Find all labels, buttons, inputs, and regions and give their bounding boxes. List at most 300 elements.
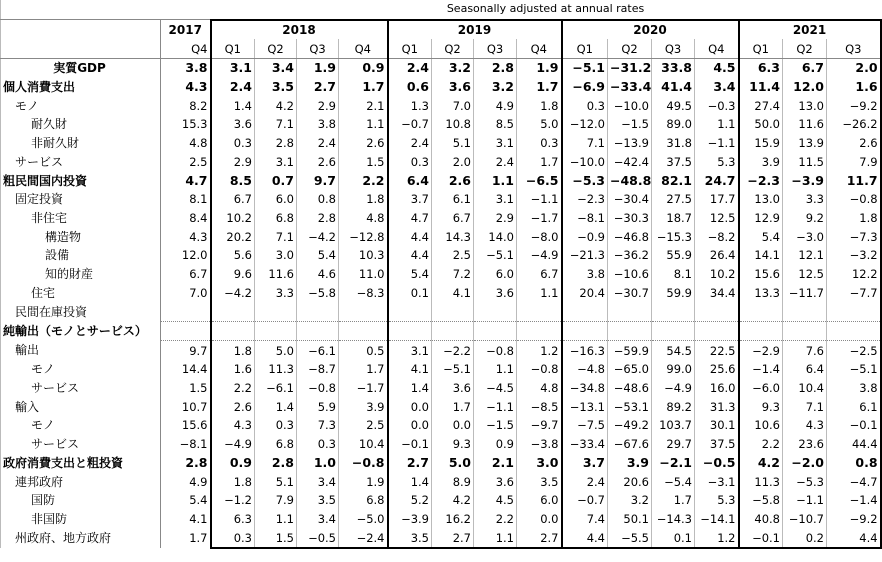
table-cell: 2.9	[474, 209, 517, 228]
table-row	[1, 302, 881, 321]
table-cell: −3.9	[783, 171, 827, 190]
table-cell: −7.5	[562, 416, 608, 435]
table-cell: 3.4	[255, 59, 297, 78]
table-cell	[562, 302, 608, 321]
table-cell: −9.2	[827, 96, 881, 115]
table-cell: −0.8	[297, 379, 339, 398]
table-cell: 3.2	[474, 78, 517, 97]
table-cell: −3.9	[388, 510, 432, 529]
table-cell: −5.1	[432, 360, 474, 379]
table-cell	[608, 302, 652, 321]
table-cell: 30.1	[695, 416, 739, 435]
row-label: 住宅	[1, 283, 161, 302]
table-cell: 6.7	[517, 265, 562, 284]
table-cell: −1.1	[474, 397, 517, 416]
table-cell: 7.0	[161, 283, 211, 302]
table-cell: 4.3	[783, 416, 827, 435]
table-cell: 10.3	[339, 246, 388, 265]
quarter-2021-q2: Q2	[783, 39, 827, 58]
table-cell	[695, 302, 739, 321]
table-cell: 2.5	[161, 153, 211, 172]
table-cell: 50.1	[608, 510, 652, 529]
table-cell: −30.3	[608, 209, 652, 228]
table-cell: 5.4	[297, 246, 339, 265]
table-cell: 4.5	[474, 491, 517, 510]
table-cell: −8.5	[517, 397, 562, 416]
table-row	[1, 435, 881, 454]
table-cell: −10.0	[562, 153, 608, 172]
table-cell: −6.1	[255, 379, 297, 398]
table-cell	[161, 321, 211, 341]
table-cell: −34.8	[562, 379, 608, 398]
table-row	[1, 265, 881, 284]
table-cell	[432, 302, 474, 321]
table-cell: 1.8	[827, 209, 881, 228]
table-cell: 5.4	[739, 227, 783, 246]
table-cell: 11.3	[255, 360, 297, 379]
table-cell	[783, 302, 827, 321]
table-cell: 4.8	[517, 379, 562, 398]
table-cell: −2.3	[562, 190, 608, 209]
table-cell: 2.6	[297, 153, 339, 172]
table-cell: −2.9	[739, 341, 783, 360]
table-cell: −8.2	[695, 227, 739, 246]
table-cell	[255, 302, 297, 321]
table-cell: 3.5	[517, 472, 562, 491]
table-cell: 6.0	[255, 190, 297, 209]
table-cell: 2.8	[297, 209, 339, 228]
table-row	[1, 209, 881, 228]
quarter-2018-q3: Q3	[297, 39, 339, 58]
quarter-2019-q1: Q1	[388, 39, 432, 58]
table-cell: −16.3	[562, 341, 608, 360]
table-cell: −33.4	[562, 435, 608, 454]
table-cell: 1.7	[339, 360, 388, 379]
table-cell	[339, 302, 388, 321]
table-cell: −0.1	[739, 528, 783, 548]
table-cell	[739, 302, 783, 321]
table-cell: −5.1	[827, 360, 881, 379]
table-cell: 1.6	[827, 78, 881, 97]
table-cell: 2.4	[474, 153, 517, 172]
table-cell: −2.1	[652, 454, 695, 473]
row-label: 連邦政府	[1, 472, 161, 491]
quarter-2019-q2: Q2	[432, 39, 474, 58]
table-row	[1, 246, 881, 265]
table-cell: 12.5	[783, 265, 827, 284]
table-cell: 0.3	[388, 153, 432, 172]
table-cell: 4.9	[474, 96, 517, 115]
row-label: 純輸出（モノとサービス）	[1, 321, 161, 341]
quarter-2020-q4: Q4	[695, 39, 739, 58]
table-cell: 6.0	[474, 265, 517, 284]
table-cell: 5.4	[161, 491, 211, 510]
table-cell	[388, 302, 432, 321]
table-cell: −59.9	[608, 341, 652, 360]
table-cell: −2.2	[432, 341, 474, 360]
table-cell: 12.0	[161, 246, 211, 265]
table-cell: 1.5	[255, 528, 297, 548]
table-cell: 2.6	[827, 134, 881, 153]
table-cell: −5.3	[783, 472, 827, 491]
table-cell: −9.2	[827, 510, 881, 529]
table-cell: −4.7	[827, 472, 881, 491]
table-cell: 4.2	[255, 96, 297, 115]
table-cell: −3.0	[783, 227, 827, 246]
table-cell: −0.7	[388, 115, 432, 134]
table-cell: 89.0	[652, 115, 695, 134]
table-cell: 7.9	[255, 491, 297, 510]
table-cell: 3.8	[562, 265, 608, 284]
table-cell: −49.2	[608, 416, 652, 435]
table-cell: 3.1	[211, 59, 255, 78]
row-label: 非耐久財	[1, 134, 161, 153]
table-cell: 3.6	[211, 115, 255, 134]
table-cell: −13.9	[608, 134, 652, 153]
table-cell: 1.8	[517, 96, 562, 115]
table-cell: 1.2	[517, 341, 562, 360]
table-cell: −1.7	[517, 209, 562, 228]
table-cell: −67.6	[608, 435, 652, 454]
table-row	[1, 379, 881, 398]
year-2019: 2019	[388, 20, 562, 40]
row-label: 設備	[1, 246, 161, 265]
table-cell: 1.6	[211, 360, 255, 379]
table-cell: 3.6	[432, 379, 474, 398]
row-label: サービス	[1, 379, 161, 398]
table-row	[1, 78, 881, 97]
table-cell: 13.0	[783, 96, 827, 115]
table-cell: 6.0	[517, 491, 562, 510]
table-cell: 2.7	[388, 454, 432, 473]
table-cell: −6.9	[562, 78, 608, 97]
table-cell: 10.2	[695, 265, 739, 284]
table-cell	[255, 321, 297, 341]
table-cell: −5.3	[562, 171, 608, 190]
table-cell: −10.0	[608, 96, 652, 115]
table-cell	[339, 321, 388, 341]
table-cell: 8.5	[211, 171, 255, 190]
table-cell: 12.1	[783, 246, 827, 265]
table-cell: 10.4	[783, 379, 827, 398]
table-cell: 10.8	[432, 115, 474, 134]
table-cell: 4.2	[739, 454, 783, 473]
table-cell	[695, 321, 739, 341]
table-cell: 2.9	[297, 96, 339, 115]
table-cell: 3.4	[297, 472, 339, 491]
table-cell: 3.8	[161, 59, 211, 78]
seasonal-note: Seasonally adjusted at annual rates	[211, 0, 881, 20]
row-label: 民間在庫投資	[1, 302, 161, 321]
table-cell: 44.4	[827, 435, 881, 454]
table-row	[1, 153, 881, 172]
table-cell: 3.9	[739, 153, 783, 172]
table-cell: 6.3	[211, 510, 255, 529]
table-cell: 1.1	[255, 510, 297, 529]
table-row	[1, 134, 881, 153]
table-cell: 6.7	[161, 265, 211, 284]
table-cell: 1.0	[297, 454, 339, 473]
table-cell: 15.3	[161, 115, 211, 134]
quarter-2018-q2: Q2	[255, 39, 297, 58]
table-row	[1, 528, 881, 548]
table-cell: −3.2	[827, 246, 881, 265]
table-cell: 27.4	[739, 96, 783, 115]
table-row	[1, 190, 881, 209]
table-cell: −0.1	[827, 416, 881, 435]
table-cell: 16.2	[432, 510, 474, 529]
table-cell: 2.6	[211, 397, 255, 416]
table-cell: 27.5	[652, 190, 695, 209]
table-cell: −48.8	[608, 171, 652, 190]
table-cell: 1.7	[517, 78, 562, 97]
table-row	[1, 454, 881, 473]
table-cell: 1.1	[339, 115, 388, 134]
table-cell: 3.2	[608, 491, 652, 510]
table-cell: 7.3	[297, 416, 339, 435]
table-cell: 1.4	[388, 472, 432, 491]
table-body	[1, 59, 881, 548]
table-cell: 15.9	[739, 134, 783, 153]
table-cell: 2.2	[739, 435, 783, 454]
table-cell: 1.1	[474, 171, 517, 190]
table-cell: 18.7	[652, 209, 695, 228]
table-cell: 0.3	[517, 134, 562, 153]
table-row	[1, 283, 881, 302]
table-cell: 1.5	[339, 153, 388, 172]
table-cell	[211, 302, 255, 321]
table-cell: 13.9	[783, 134, 827, 153]
table-cell: 7.9	[827, 153, 881, 172]
table-cell: 11.3	[739, 472, 783, 491]
table-row	[1, 360, 881, 379]
table-cell: −1.2	[211, 491, 255, 510]
table-cell: 4.3	[161, 227, 211, 246]
table-cell: 1.2	[695, 528, 739, 548]
table-cell: 31.3	[695, 397, 739, 416]
table-cell: −0.8	[517, 360, 562, 379]
table-cell: 3.6	[474, 472, 517, 491]
table-cell: 4.3	[161, 78, 211, 97]
table-cell: 1.1	[474, 528, 517, 548]
table-cell: 13.3	[739, 283, 783, 302]
row-label: モノ	[1, 96, 161, 115]
table-cell: 3.3	[255, 283, 297, 302]
table-cell: −6.0	[739, 379, 783, 398]
table-cell: −4.2	[211, 283, 255, 302]
table-cell	[562, 321, 608, 341]
row-label: 輸入	[1, 397, 161, 416]
table-cell: 7.1	[255, 115, 297, 134]
header-year-row	[1, 20, 881, 40]
table-cell: 3.0	[255, 246, 297, 265]
table-cell: 5.0	[432, 454, 474, 473]
table-cell: 5.1	[432, 134, 474, 153]
table-cell: 1.1	[517, 283, 562, 302]
quarter-2020-q2: Q2	[608, 39, 652, 58]
table-cell	[608, 321, 652, 341]
table-cell: −14.3	[652, 510, 695, 529]
table-cell: −8.1	[161, 435, 211, 454]
table-cell: 7.4	[562, 510, 608, 529]
table-cell: −65.0	[608, 360, 652, 379]
table-cell: 3.1	[255, 153, 297, 172]
table-cell: 20.4	[562, 283, 608, 302]
table-row	[1, 416, 881, 435]
table-cell: −0.8	[474, 341, 517, 360]
quarter-2017-q4: Q4	[161, 39, 211, 58]
table-cell: 3.5	[388, 528, 432, 548]
row-label: 耐久財	[1, 115, 161, 134]
table-cell: −4.9	[211, 435, 255, 454]
table-cell: 9.7	[297, 171, 339, 190]
table-cell: 3.8	[297, 115, 339, 134]
table-cell: −33.4	[608, 78, 652, 97]
table-cell: 2.0	[827, 59, 881, 78]
table-cell: 4.1	[432, 283, 474, 302]
table-cell: 3.4	[695, 78, 739, 97]
table-cell: 3.4	[297, 510, 339, 529]
table-cell: −3.8	[517, 435, 562, 454]
table-cell: 5.9	[297, 397, 339, 416]
table-cell: 15.6	[161, 416, 211, 435]
table-cell: −0.5	[297, 528, 339, 548]
row-label: 国防	[1, 491, 161, 510]
table-cell: 2.2	[211, 379, 255, 398]
table-cell: 3.1	[388, 341, 432, 360]
table-cell: −3.1	[695, 472, 739, 491]
table-cell: 3.1	[474, 134, 517, 153]
table-cell: 6.4	[783, 360, 827, 379]
table-cell: 1.7	[432, 397, 474, 416]
table-cell: 2.5	[339, 416, 388, 435]
table-cell: −1.5	[608, 115, 652, 134]
table-cell: 5.4	[388, 265, 432, 284]
table-cell	[474, 302, 517, 321]
table-cell: 9.6	[211, 265, 255, 284]
table-cell: 2.8	[255, 454, 297, 473]
quarter-2019-q3: Q3	[474, 39, 517, 58]
table-cell: −4.8	[562, 360, 608, 379]
table-cell: 9.3	[739, 397, 783, 416]
row-label: 粗民間国内投資	[1, 171, 161, 190]
table-cell: 0.7	[255, 171, 297, 190]
table-cell: 0.6	[388, 78, 432, 97]
row-label: 非住宅	[1, 209, 161, 228]
table-cell: 1.7	[339, 78, 388, 97]
table-cell: 3.2	[432, 59, 474, 78]
table-cell: 3.7	[562, 454, 608, 473]
table-cell: 12.2	[827, 265, 881, 284]
table-cell: 11.6	[255, 265, 297, 284]
table-cell: −6.1	[297, 341, 339, 360]
table-cell: 2.6	[339, 134, 388, 153]
table-cell: −7.3	[827, 227, 881, 246]
table-cell: −10.7	[783, 510, 827, 529]
table-cell: 4.4	[388, 246, 432, 265]
table-cell: 34.4	[695, 283, 739, 302]
table-row	[1, 115, 881, 134]
table-cell: 0.9	[339, 59, 388, 78]
table-cell: 6.8	[255, 209, 297, 228]
table-cell: −30.4	[608, 190, 652, 209]
table-cell: 99.0	[652, 360, 695, 379]
table-cell: 59.9	[652, 283, 695, 302]
table-cell: 50.0	[739, 115, 783, 134]
table-cell: 11.6	[783, 115, 827, 134]
table-cell: 4.7	[388, 209, 432, 228]
table-cell: 54.5	[652, 341, 695, 360]
table-cell: 7.1	[783, 397, 827, 416]
table-cell: 55.9	[652, 246, 695, 265]
table-row	[1, 171, 881, 190]
table-cell: 0.0	[517, 510, 562, 529]
table-cell: 1.9	[339, 472, 388, 491]
table-cell: −5.5	[608, 528, 652, 548]
table-cell: −5.8	[297, 283, 339, 302]
table-cell: −14.1	[695, 510, 739, 529]
table-cell: 2.9	[211, 153, 255, 172]
table-cell: 2.4	[388, 134, 432, 153]
table-cell: −1.4	[739, 360, 783, 379]
table-cell: 2.2	[339, 171, 388, 190]
table-cell	[517, 302, 562, 321]
table-cell: 1.7	[652, 491, 695, 510]
table-cell: 14.0	[474, 227, 517, 246]
table-cell: −5.0	[339, 510, 388, 529]
table-cell: 0.3	[211, 134, 255, 153]
table-cell	[211, 321, 255, 341]
table-cell: −36.2	[608, 246, 652, 265]
table-cell: 5.3	[695, 153, 739, 172]
table-cell: 3.8	[827, 379, 881, 398]
quarter-2018-q1: Q1	[211, 39, 255, 58]
table-cell: 20.6	[608, 472, 652, 491]
table-cell: −12.8	[339, 227, 388, 246]
table-cell: −5.1	[562, 59, 608, 78]
table-row	[1, 491, 881, 510]
table-cell: 5.0	[255, 341, 297, 360]
table-cell: 0.5	[339, 341, 388, 360]
table-cell: 4.7	[161, 171, 211, 190]
table-cell: 1.4	[211, 96, 255, 115]
table-cell: 7.2	[432, 265, 474, 284]
row-label: 固定投資	[1, 190, 161, 209]
table-cell: 2.2	[474, 510, 517, 529]
table-cell: −46.8	[608, 227, 652, 246]
table-cell: −2.5	[827, 341, 881, 360]
table-cell: 5.3	[695, 491, 739, 510]
table-cell: 2.8	[255, 134, 297, 153]
row-label: モノ	[1, 360, 161, 379]
header-note-row	[1, 0, 881, 20]
table-cell: 2.1	[339, 96, 388, 115]
table-cell: 3.9	[608, 454, 652, 473]
table-cell: 6.7	[432, 209, 474, 228]
table-row	[1, 472, 881, 491]
row-label: サービス	[1, 153, 161, 172]
table-cell	[827, 321, 881, 341]
table-cell: 3.0	[517, 454, 562, 473]
table-cell: 8.4	[161, 209, 211, 228]
table-cell	[517, 321, 562, 341]
header-quarter-row	[1, 39, 881, 58]
table-cell: −1.1	[783, 491, 827, 510]
table-cell: 2.7	[517, 528, 562, 548]
table-cell: 1.8	[211, 341, 255, 360]
row-label: 輸出	[1, 341, 161, 360]
table-cell: 3.1	[474, 190, 517, 209]
